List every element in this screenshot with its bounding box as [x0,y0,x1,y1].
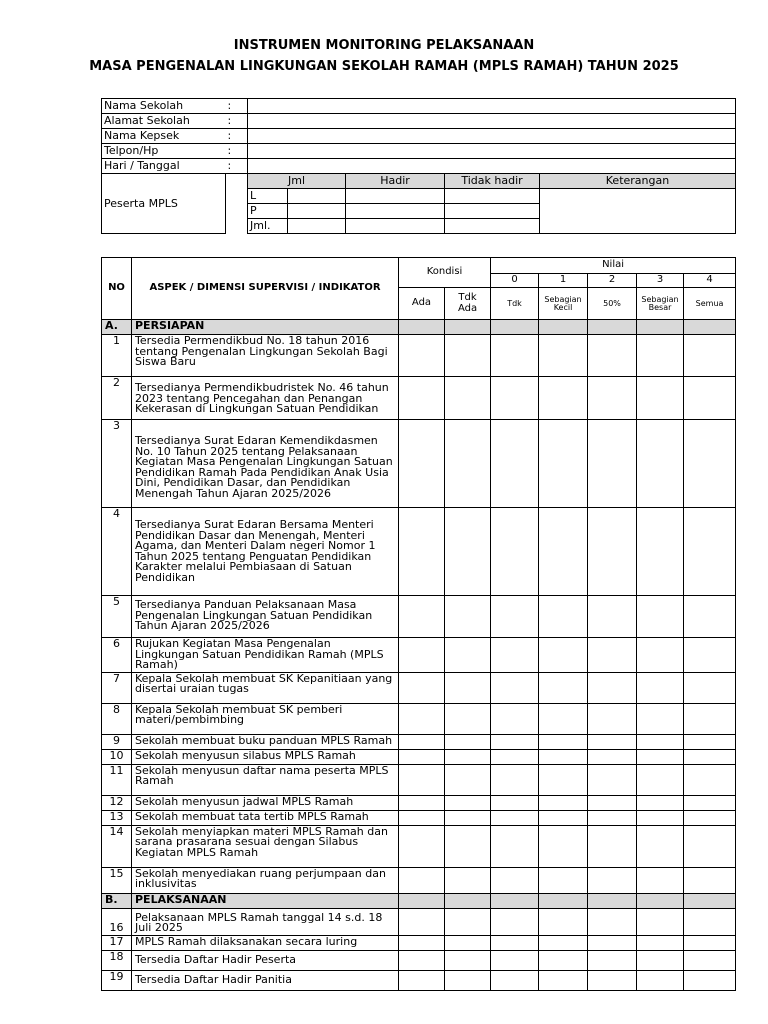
rating-cell[interactable] [491,734,539,749]
table-row [102,867,736,893]
rating-cell[interactable] [445,734,491,749]
rating-cell[interactable] [637,749,684,764]
rating-cell[interactable] [637,935,684,950]
rating-cell[interactable] [399,867,445,893]
nilai-label: 50% [588,288,637,320]
rating-cell[interactable] [491,825,539,867]
rating-cell[interactable] [445,420,491,508]
nilai-num: 0 [491,274,539,288]
rating-cell[interactable] [445,908,491,935]
rating-cell[interactable] [588,810,637,825]
rating-cell[interactable] [684,970,736,990]
nilai-label: Semua [684,288,736,320]
indicator-text: Kepala Sekolah membuat SK Kepanitiaan yang disertai uraian tugas [132,672,399,703]
rating-cell[interactable] [684,703,736,734]
rating-cell[interactable] [399,335,445,377]
rating-cell[interactable] [491,703,539,734]
rating-cell[interactable] [588,420,637,508]
col-aspek-header: ASPEK / DIMENSI SUPERVISI / INDIKATOR [132,258,399,320]
rating-cell[interactable] [445,672,491,703]
rating-cell[interactable] [637,810,684,825]
rating-cell[interactable] [588,335,637,377]
indicator-text: Tersedia Daftar Hadir Peserta [132,950,399,970]
rating-cell[interactable] [539,749,588,764]
rating-cell[interactable] [588,377,637,420]
peserta-tidak-hadir-cell[interactable] [445,204,540,219]
rating-cell[interactable] [399,810,445,825]
section-name: PERSIAPAN [132,320,399,335]
table-row [102,810,736,825]
rating-cell[interactable] [588,638,637,673]
rating-cell[interactable] [684,764,736,795]
peserta-row-label: P [248,204,288,219]
indicator-text: Rujukan Kegiatan Masa Pengenalan Lingkungan Satuan Pendidikan Ramah (MPLS Ramah) [132,638,399,673]
rating-cell[interactable] [445,508,491,596]
rating-cell[interactable] [588,908,637,935]
nilai-num: 1 [539,274,588,288]
rating-cell[interactable] [539,420,588,508]
row-number: 12 [102,795,132,810]
rating-cell[interactable] [637,672,684,703]
rating-cell[interactable] [445,867,491,893]
rating-cell[interactable] [491,810,539,825]
rating-cell[interactable] [491,596,539,638]
table-row [102,335,736,377]
info-value-field[interactable] [248,114,736,129]
table-row [102,508,736,596]
rating-cell[interactable] [637,335,684,377]
nilai-label: Tdk [491,288,539,320]
rating-cell[interactable] [637,795,684,810]
rating-cell[interactable] [539,638,588,673]
indicator-text: Sekolah membuat tata tertib MPLS Ramah [132,810,399,825]
rating-cell[interactable] [588,950,637,970]
rating-cell[interactable] [539,672,588,703]
info-colon: : [226,144,248,159]
table-row [102,825,736,867]
table-row [102,734,736,749]
rating-cell[interactable] [588,935,637,950]
rating-cell[interactable] [399,908,445,935]
rating-cell[interactable] [539,908,588,935]
rating-cell[interactable] [539,734,588,749]
indicator-text: Sekolah menyiapkan materi MPLS Ramah dan sarana prasarana sesuai dengan Silabus Kegiatan MPLS Ramah [132,825,399,867]
rating-cell[interactable] [684,825,736,867]
info-colon: : [226,114,248,129]
rating-cell[interactable] [684,810,736,825]
rating-cell[interactable] [445,596,491,638]
row-number: 11 [102,764,132,795]
rating-cell[interactable] [588,508,637,596]
info-label: Telpon/Hp [102,144,226,159]
rating-cell[interactable] [445,825,491,867]
indicator-text: Tersedianya Surat Edaran Kemendikdasmen No. 10 Tahun 2025 tentang Pelaksanaan Kegiatan Masa Pengenalan Lingkungan Satuan Pendidikan Ramah Pada Pendidikan Anak Usia Dini, Pendidikan Dasar, dan Pendidikan Menengah Tahun Ajaran 2025/2026 [132,420,399,508]
row-number: 13 [102,810,132,825]
row-number: 19 [102,970,132,990]
section-name: PELAKSANAAN [132,893,399,908]
peserta-keterangan-cell[interactable] [540,189,736,234]
info-value-field[interactable] [248,129,736,144]
row-number: 9 [102,734,132,749]
rating-cell[interactable] [539,810,588,825]
row-number: 5 [102,596,132,638]
table-row [102,950,736,970]
info-colon: : [226,129,248,144]
row-number: 17 [102,935,132,950]
rating-cell[interactable] [445,638,491,673]
info-value-field[interactable] [248,144,736,159]
info-value-field[interactable] [248,159,736,174]
rating-cell[interactable] [588,596,637,638]
table-row [102,672,736,703]
rating-cell[interactable] [539,935,588,950]
rating-cell[interactable] [399,825,445,867]
rating-cell[interactable] [491,908,539,935]
indicator-text: Kepala Sekolah membuat SK pemberi materi/pembimbing [132,703,399,734]
rating-cell[interactable] [445,970,491,990]
indicator-text: Tersedianya Surat Edaran Bersama Menteri Pendidikan Dasar dan Menengah, Menteri Agama, dan Menteri Dalam negeri Nomor 1 Tahun 2025 tentang Penguatan Pendidikan Karakter melalui Pembiasaan di Satuan Pendidikan [132,508,399,596]
table-row [102,749,736,764]
indicator-text: Sekolah menyusun daftar nama peserta MPLS Ramah [132,764,399,795]
rating-cell[interactable] [539,950,588,970]
table-row [102,638,736,673]
rating-cell[interactable] [445,377,491,420]
table-row [102,420,736,508]
rating-cell[interactable] [399,935,445,950]
rating-cell[interactable] [399,377,445,420]
rating-cell[interactable] [491,795,539,810]
rating-cell[interactable] [491,935,539,950]
rating-cell[interactable] [684,950,736,970]
peserta-jml-cell[interactable] [288,189,346,204]
rating-cell[interactable] [588,825,637,867]
rating-cell[interactable] [491,672,539,703]
row-number: 18 [102,950,132,970]
rating-cell[interactable] [588,764,637,795]
rating-cell[interactable] [491,950,539,970]
rating-cell[interactable] [637,950,684,970]
table-row [102,970,736,990]
rating-cell[interactable] [399,420,445,508]
rating-cell[interactable] [684,734,736,749]
nilai-header: Nilai [491,258,736,274]
rating-cell[interactable] [539,596,588,638]
rating-cell[interactable] [491,764,539,795]
rating-cell[interactable] [491,749,539,764]
peserta-hadir-cell[interactable] [346,204,445,219]
rating-cell[interactable] [588,749,637,764]
rating-cell[interactable] [399,749,445,764]
peserta-header: Jml [248,174,346,189]
peserta-header: Tidak hadir [445,174,540,189]
row-number: 16 [102,908,132,935]
rating-cell[interactable] [445,703,491,734]
info-colon: : [226,99,248,114]
rating-cell[interactable] [445,335,491,377]
peserta-row-label: L [248,189,288,204]
rating-cell[interactable] [399,734,445,749]
rating-cell[interactable] [539,867,588,893]
rating-cell[interactable] [684,795,736,810]
rating-cell[interactable] [588,795,637,810]
info-label: Hari / Tanggal [102,159,226,174]
table-row [102,795,736,810]
rating-cell[interactable] [588,867,637,893]
indicator-text: Tersedianya Permendikbudristek No. 46 tahun 2023 tentang Pencegahan dan Penangan Kekerasan di Lingkungan Satuan Pendidikan [132,377,399,420]
indicator-text: Sekolah menyusun silabus MPLS Ramah [132,749,399,764]
info-label: Nama Sekolah [102,99,226,114]
rating-cell[interactable] [445,810,491,825]
peserta-hadir-cell[interactable] [346,189,445,204]
row-number: 14 [102,825,132,867]
rating-cell[interactable] [684,749,736,764]
rating-cell[interactable] [491,638,539,673]
rating-cell[interactable] [445,950,491,970]
rating-cell[interactable] [637,638,684,673]
section-letter: A. [102,320,132,335]
rating-cell[interactable] [539,703,588,734]
rating-cell[interactable] [637,377,684,420]
rating-cell[interactable] [491,335,539,377]
rating-cell[interactable] [684,596,736,638]
rating-cell[interactable] [445,749,491,764]
peserta-header: Keterangan [540,174,736,189]
rating-cell[interactable] [539,825,588,867]
nilai-label: Sebagian Besar [637,288,684,320]
rating-cell[interactable] [684,867,736,893]
indicator-text: Tersedianya Panduan Pelaksanaan Masa Pengenalan Lingkungan Satuan Pendidikan Tahun Ajaran 2025/2026 [132,596,399,638]
page-title-line1: INSTRUMEN MONITORING PELAKSANAAN [233,38,535,53]
rating-cell[interactable] [539,377,588,420]
nilai-num: 3 [637,274,684,288]
peserta-label: Peserta MPLS [102,174,226,234]
indicator-text: MPLS Ramah dilaksanakan secara luring [132,935,399,950]
row-number: 7 [102,672,132,703]
rating-cell[interactable] [637,734,684,749]
rating-cell[interactable] [637,508,684,596]
peserta-tidak-hadir-cell[interactable] [445,219,540,234]
info-label: Nama Kepsek [102,129,226,144]
rating-cell[interactable] [539,764,588,795]
section-letter: B. [102,893,132,908]
info-label: Alamat Sekolah [102,114,226,129]
rating-cell[interactable] [637,908,684,935]
indicator-text: Tersedia Permendikbud No. 18 tahun 2016 tentang Pengenalan Lingkungan Sekolah Bagi Siswa Baru [132,335,399,377]
rating-cell[interactable] [637,825,684,867]
rating-cell[interactable] [445,795,491,810]
rating-cell[interactable] [539,508,588,596]
row-number: 15 [102,867,132,893]
rating-cell[interactable] [684,935,736,950]
rating-cell[interactable] [637,970,684,990]
peserta-jml-cell[interactable] [288,204,346,219]
indicator-text: Pelaksanaan MPLS Ramah tanggal 14 s.d. 18 Juli 2025 [132,908,399,935]
row-number: 4 [102,508,132,596]
kondisi-header: Kondisi [399,258,491,288]
peserta-tidak-hadir-cell[interactable] [445,189,540,204]
row-number: 6 [102,638,132,673]
rating-cell[interactable] [445,764,491,795]
rating-cell[interactable] [684,672,736,703]
rating-cell[interactable] [637,764,684,795]
peserta-jml-cell[interactable] [288,219,346,234]
rating-cell[interactable] [684,508,736,596]
rating-cell[interactable] [539,335,588,377]
rating-cell[interactable] [445,935,491,950]
rating-cell[interactable] [399,508,445,596]
col-no-header: NO [102,258,132,320]
rating-cell[interactable] [399,596,445,638]
rating-cell[interactable] [684,420,736,508]
rating-cell[interactable] [491,420,539,508]
peserta-hadir-cell[interactable] [346,219,445,234]
row-number: 2 [102,377,132,420]
rating-cell[interactable] [539,795,588,810]
indicator-text: Sekolah membuat buku panduan MPLS Ramah [132,734,399,749]
rating-cell[interactable] [684,638,736,673]
nilai-label: Sebagian Kecil [539,288,588,320]
rating-cell[interactable] [491,508,539,596]
row-number: 3 [102,420,132,508]
ada-header: Ada [399,288,445,320]
rating-cell[interactable] [637,596,684,638]
rating-cell[interactable] [684,377,736,420]
tdk-ada-header: Tdk Ada [445,288,491,320]
rating-cell[interactable] [399,970,445,990]
indicator-text: Sekolah menyediakan ruang perjumpaan dan inklusivitas [132,867,399,893]
rating-cell[interactable] [399,703,445,734]
indicator-text: Tersedia Daftar Hadir Panitia [132,970,399,990]
nilai-num: 4 [684,274,736,288]
rating-cell[interactable] [684,908,736,935]
indicator-text: Sekolah menyusun jadwal MPLS Ramah [132,795,399,810]
rating-cell[interactable] [637,703,684,734]
school-info-table [101,98,736,234]
rating-cell[interactable] [491,970,539,990]
rating-cell[interactable] [491,867,539,893]
rating-cell[interactable] [399,764,445,795]
rating-cell[interactable] [637,420,684,508]
rating-cell[interactable] [588,970,637,990]
rating-cell[interactable] [491,377,539,420]
rating-cell[interactable] [684,335,736,377]
row-number: 10 [102,749,132,764]
rating-cell[interactable] [399,672,445,703]
table-row [102,596,736,638]
rating-cell[interactable] [539,970,588,990]
table-row [102,935,736,950]
table-row [102,908,736,935]
peserta-header: Hadir [346,174,445,189]
peserta-row-label: Jml. [248,219,288,234]
rating-cell[interactable] [399,795,445,810]
info-value-field[interactable] [248,99,736,114]
page-title-line2: MASA PENGENALAN LINGKUNGAN SEKOLAH RAMAH (MPLS RAMAH) TAHUN 2025 [89,59,679,74]
table-row [102,764,736,795]
row-number: 1 [102,335,132,377]
info-colon: : [226,159,248,174]
row-number: 8 [102,703,132,734]
rating-cell[interactable] [588,672,637,703]
rating-cell[interactable] [588,703,637,734]
rating-cell[interactable] [637,867,684,893]
monitoring-table [101,257,736,991]
table-row [102,377,736,420]
table-row [102,703,736,734]
rating-cell[interactable] [399,950,445,970]
nilai-num: 2 [588,274,637,288]
rating-cell[interactable] [399,638,445,673]
rating-cell[interactable] [588,734,637,749]
